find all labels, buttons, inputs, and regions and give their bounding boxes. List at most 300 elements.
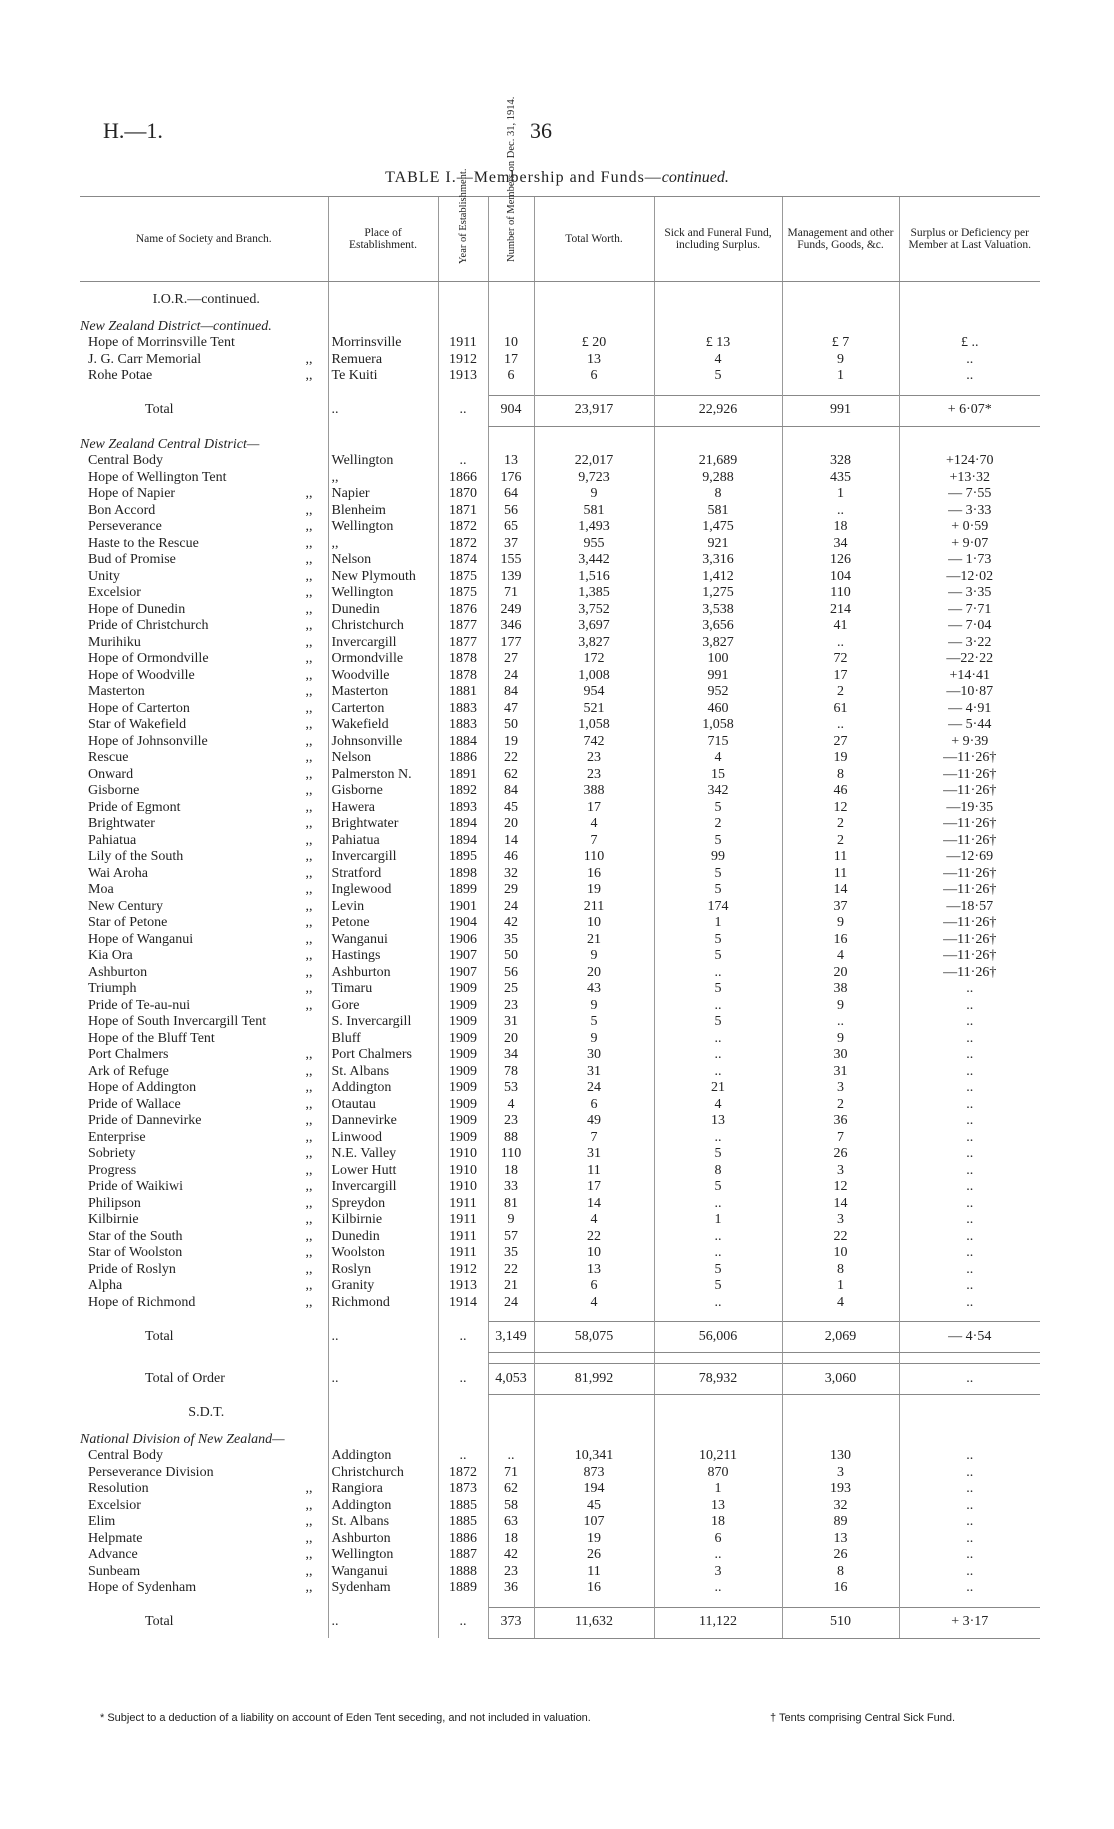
row-place: .. bbox=[328, 1322, 438, 1353]
ditto-mark: ,, bbox=[305, 1261, 313, 1277]
row-sick-fund: 1,475 bbox=[654, 519, 782, 536]
row-surplus: .. bbox=[899, 1047, 1040, 1064]
row-members: 176 bbox=[488, 470, 534, 487]
row-name: Triumph ,, bbox=[88, 981, 313, 996]
row-sick-fund: 1,275 bbox=[654, 585, 782, 602]
row-surplus: .. bbox=[899, 1448, 1040, 1465]
row-management-funds: 89 bbox=[782, 1514, 899, 1531]
row-surplus: .. bbox=[899, 368, 1040, 385]
table-row bbox=[80, 1262, 1040, 1279]
row-members: 47 bbox=[488, 701, 534, 718]
row-sick-fund: 342 bbox=[654, 783, 782, 800]
row-members bbox=[488, 437, 534, 454]
row-members: 9 bbox=[488, 1212, 534, 1229]
row-members: 42 bbox=[488, 915, 534, 932]
row-name: Advance ,, bbox=[88, 1547, 313, 1562]
row-place: Granity bbox=[328, 1278, 438, 1295]
row-year: 1909 bbox=[438, 1113, 488, 1130]
section-heading-row bbox=[80, 1432, 1040, 1449]
row-total-worth: 58,075 bbox=[534, 1322, 654, 1353]
row-sick-fund: £ 13 bbox=[654, 335, 782, 352]
row-name: Hope of Napier ,, bbox=[88, 486, 313, 501]
row-place: S. Invercargill bbox=[328, 1014, 438, 1031]
row-surplus: —11·26† bbox=[899, 948, 1040, 965]
row-year: 1909 bbox=[438, 998, 488, 1015]
row-name: Kia Ora ,, bbox=[88, 948, 313, 963]
row-year: 1875 bbox=[438, 569, 488, 586]
ditto-mark: ,, bbox=[305, 519, 313, 534]
row-surplus: —11·26† bbox=[899, 882, 1040, 899]
row-sick-fund: 3 bbox=[654, 1564, 782, 1581]
row-total-worth: 11,632 bbox=[534, 1607, 654, 1638]
row-year: 1909 bbox=[438, 1047, 488, 1064]
row-members: 64 bbox=[488, 486, 534, 503]
row-sick-fund: 5 bbox=[654, 1146, 782, 1163]
row-name: Brightwater ,, bbox=[88, 816, 313, 831]
row-total-worth: 1,385 bbox=[534, 585, 654, 602]
row-year: 1883 bbox=[438, 717, 488, 734]
ditto-mark: ,, bbox=[305, 1245, 313, 1260]
row-surplus: —11·26† bbox=[899, 767, 1040, 784]
ditto-mark: ,, bbox=[305, 766, 313, 782]
row-place: Wellington bbox=[328, 1547, 438, 1564]
row-place: Blenheim bbox=[328, 503, 438, 520]
row-surplus: — 1·73 bbox=[899, 552, 1040, 569]
row-place: Pahiatua bbox=[328, 833, 438, 850]
row-surplus: .. bbox=[899, 1163, 1040, 1180]
row-surplus bbox=[899, 292, 1040, 309]
row-place bbox=[328, 292, 438, 309]
row-name: Hope of Carterton ,, bbox=[88, 700, 313, 716]
table-row bbox=[80, 1064, 1040, 1081]
col-header-management-funds: Management and other Funds, Goods, &c. bbox=[782, 197, 899, 282]
row-place: Inglewood bbox=[328, 882, 438, 899]
row-total-worth: 10 bbox=[534, 1245, 654, 1262]
row-total-worth: 10 bbox=[534, 915, 654, 932]
table-row bbox=[80, 1564, 1040, 1581]
row-sick-fund: 991 bbox=[654, 668, 782, 685]
row-total-worth: 24 bbox=[534, 1080, 654, 1097]
row-name: Wai Aroha ,, bbox=[88, 865, 313, 881]
row-members: 37 bbox=[488, 536, 534, 553]
row-members: 23 bbox=[488, 1113, 534, 1130]
row-name: Total bbox=[145, 402, 174, 418]
row-management-funds: .. bbox=[782, 1014, 899, 1031]
row-name: Enterprise ,, bbox=[88, 1129, 313, 1145]
ditto-mark: ,, bbox=[305, 981, 313, 996]
table-row bbox=[80, 701, 1040, 718]
row-surplus: .. bbox=[899, 1465, 1040, 1482]
row-sick-fund: 5 bbox=[654, 368, 782, 385]
row-total-worth: 22,017 bbox=[534, 453, 654, 470]
row-sick-fund: 3,827 bbox=[654, 635, 782, 652]
row-members: 4,053 bbox=[488, 1364, 534, 1395]
row-surplus: + 0·59 bbox=[899, 519, 1040, 536]
table-row bbox=[80, 816, 1040, 833]
row-management-funds: 9 bbox=[782, 915, 899, 932]
table-row bbox=[80, 536, 1040, 553]
row-year: 1909 bbox=[438, 1031, 488, 1048]
row-management-funds: .. bbox=[782, 717, 899, 734]
row-surplus: .. bbox=[899, 1547, 1040, 1564]
row-year: 1911 bbox=[438, 1196, 488, 1213]
row-sick-fund: .. bbox=[654, 1196, 782, 1213]
row-year: 1874 bbox=[438, 552, 488, 569]
row-sick-fund: 3,538 bbox=[654, 602, 782, 619]
row-total-worth: 81,992 bbox=[534, 1364, 654, 1395]
row-year: 1875 bbox=[438, 585, 488, 602]
row-total-worth: 22 bbox=[534, 1229, 654, 1246]
row-year: 1907 bbox=[438, 965, 488, 982]
ditto-mark: ,, bbox=[305, 634, 313, 650]
table-row bbox=[80, 1014, 1040, 1031]
ditto-mark: ,, bbox=[305, 486, 313, 501]
row-place: Otautau bbox=[328, 1097, 438, 1114]
row-surplus: +14·41 bbox=[899, 668, 1040, 685]
row-name: Port Chalmers ,, bbox=[88, 1047, 313, 1062]
row-year: 1886 bbox=[438, 750, 488, 767]
row-total-worth: 6 bbox=[534, 368, 654, 385]
ditto-mark: ,, bbox=[305, 1228, 313, 1244]
row-name: Pride of Roslyn ,, bbox=[88, 1261, 313, 1277]
table-row bbox=[80, 635, 1040, 652]
ditto-mark: ,, bbox=[305, 568, 313, 584]
row-members: .. bbox=[488, 1448, 534, 1465]
table-row bbox=[80, 849, 1040, 866]
row-management-funds: 12 bbox=[782, 800, 899, 817]
row-total-worth: 21 bbox=[534, 932, 654, 949]
row-members: 13 bbox=[488, 453, 534, 470]
table-row bbox=[80, 1531, 1040, 1548]
ditto-mark: ,, bbox=[305, 1514, 313, 1529]
row-total-worth: 49 bbox=[534, 1113, 654, 1130]
row-sick-fund: 15 bbox=[654, 767, 782, 784]
row-total-worth: 7 bbox=[534, 1130, 654, 1147]
row-sick-fund bbox=[654, 1405, 782, 1422]
row-name: Haste to the Rescue ,, bbox=[88, 535, 313, 551]
row-name: New Century ,, bbox=[88, 898, 313, 914]
row-name: Hope of Wellington Tent bbox=[88, 469, 227, 485]
table-row bbox=[80, 1580, 1040, 1597]
row-name: Murihiku ,, bbox=[88, 634, 313, 650]
row-members: 4 bbox=[488, 1097, 534, 1114]
row-name: Ark of Refuge ,, bbox=[88, 1063, 313, 1079]
row-year: 1866 bbox=[438, 470, 488, 487]
row-sick-fund: .. bbox=[654, 1064, 782, 1081]
row-year: 1909 bbox=[438, 1080, 488, 1097]
table-row bbox=[80, 1146, 1040, 1163]
row-name: Total bbox=[145, 1614, 174, 1630]
row-year: 1888 bbox=[438, 1564, 488, 1581]
row-sick-fund: .. bbox=[654, 965, 782, 982]
row-name: Rohe Potae ,, bbox=[88, 368, 313, 383]
row-surplus: .. bbox=[899, 352, 1040, 369]
row-sick-fund: 78,932 bbox=[654, 1364, 782, 1395]
row-sick-fund: .. bbox=[654, 1031, 782, 1048]
row-members: 29 bbox=[488, 882, 534, 899]
row-place: Rangiora bbox=[328, 1481, 438, 1498]
row-members: 18 bbox=[488, 1163, 534, 1180]
table-row bbox=[80, 569, 1040, 586]
row-members: 35 bbox=[488, 932, 534, 949]
row-name: Elim ,, bbox=[88, 1514, 313, 1529]
row-members: 22 bbox=[488, 750, 534, 767]
ditto-mark: ,, bbox=[305, 1547, 313, 1562]
row-members bbox=[488, 292, 534, 309]
row-total-worth: 31 bbox=[534, 1064, 654, 1081]
row-place: Port Chalmers bbox=[328, 1047, 438, 1064]
row-members: 62 bbox=[488, 1481, 534, 1498]
row-total-worth: 1,058 bbox=[534, 717, 654, 734]
row-management-funds: 72 bbox=[782, 651, 899, 668]
table-row bbox=[80, 552, 1040, 569]
row-sick-fund: .. bbox=[654, 998, 782, 1015]
row-surplus: .. bbox=[899, 1146, 1040, 1163]
table-row bbox=[80, 767, 1040, 784]
row-place: Sydenham bbox=[328, 1580, 438, 1597]
row-management-funds: 8 bbox=[782, 1262, 899, 1279]
row-sick-fund: 870 bbox=[654, 1465, 782, 1482]
row-year: 1894 bbox=[438, 816, 488, 833]
ditto-mark: ,, bbox=[305, 882, 313, 897]
row-management-funds: 328 bbox=[782, 453, 899, 470]
row-name: Hope of Sydenham ,, bbox=[88, 1580, 313, 1595]
row-total-worth: 9 bbox=[534, 486, 654, 503]
row-name: National Division of New Zealand— bbox=[80, 1431, 285, 1447]
row-management-funds: 30 bbox=[782, 1047, 899, 1064]
page-number: 36 bbox=[530, 118, 552, 143]
row-total-worth bbox=[534, 1405, 654, 1422]
row-year: 1870 bbox=[438, 486, 488, 503]
row-surplus: .. bbox=[899, 1014, 1040, 1031]
row-year: 1913 bbox=[438, 368, 488, 385]
table-row bbox=[80, 915, 1040, 932]
row-year bbox=[438, 319, 488, 336]
row-surplus: .. bbox=[899, 1531, 1040, 1548]
row-management-funds: 2 bbox=[782, 684, 899, 701]
ditto-mark: ,, bbox=[305, 931, 313, 947]
row-members: 88 bbox=[488, 1130, 534, 1147]
row-sick-fund: 6 bbox=[654, 1531, 782, 1548]
row-place: Ashburton bbox=[328, 1531, 438, 1548]
row-year: 1893 bbox=[438, 800, 488, 817]
row-members: 19 bbox=[488, 734, 534, 751]
ditto-mark: ,, bbox=[305, 799, 313, 815]
row-management-funds: 31 bbox=[782, 1064, 899, 1081]
row-total-worth: 19 bbox=[534, 1531, 654, 1548]
row-management-funds: 1 bbox=[782, 486, 899, 503]
row-members: 56 bbox=[488, 965, 534, 982]
row-surplus: — 3·22 bbox=[899, 635, 1040, 652]
row-name: Hope of Richmond ,, bbox=[88, 1294, 313, 1310]
row-total-worth: 9 bbox=[534, 1031, 654, 1048]
row-sick-fund: .. bbox=[654, 1295, 782, 1312]
row-place: Lower Hutt bbox=[328, 1163, 438, 1180]
row-place: Richmond bbox=[328, 1295, 438, 1312]
row-sick-fund: 952 bbox=[654, 684, 782, 701]
row-total-worth: 3,442 bbox=[534, 552, 654, 569]
row-total-worth: 955 bbox=[534, 536, 654, 553]
row-place: Wellington bbox=[328, 453, 438, 470]
row-name: Hope of Johnsonville ,, bbox=[88, 733, 313, 749]
row-members: 58 bbox=[488, 1498, 534, 1515]
row-members: 65 bbox=[488, 519, 534, 536]
row-year: 1881 bbox=[438, 684, 488, 701]
ditto-mark: ,, bbox=[305, 700, 313, 716]
row-management-funds: 20 bbox=[782, 965, 899, 982]
row-year: 1894 bbox=[438, 833, 488, 850]
row-surplus: — 7·04 bbox=[899, 618, 1040, 635]
row-management-funds bbox=[782, 1432, 899, 1449]
row-name: Star of Petone ,, bbox=[88, 915, 313, 930]
row-members: 84 bbox=[488, 684, 534, 701]
row-year: 1872 bbox=[438, 536, 488, 553]
row-surplus: .. bbox=[899, 1113, 1040, 1130]
table-row bbox=[80, 1196, 1040, 1213]
row-members: 373 bbox=[488, 1607, 534, 1638]
row-place: .. bbox=[328, 1607, 438, 1638]
row-surplus: —11·26† bbox=[899, 833, 1040, 850]
row-total-worth: 3,752 bbox=[534, 602, 654, 619]
row-year: 1904 bbox=[438, 915, 488, 932]
row-management-funds: 11 bbox=[782, 849, 899, 866]
row-place: Gisborne bbox=[328, 783, 438, 800]
row-total-worth: 5 bbox=[534, 1014, 654, 1031]
row-members: 24 bbox=[488, 899, 534, 916]
row-place: Palmerston N. bbox=[328, 767, 438, 784]
row-total-worth: 20 bbox=[534, 965, 654, 982]
row-sick-fund: 10,211 bbox=[654, 1448, 782, 1465]
row-place: Dannevirke bbox=[328, 1113, 438, 1130]
row-total-worth: 16 bbox=[534, 866, 654, 883]
row-year: 1911 bbox=[438, 1245, 488, 1262]
row-members bbox=[488, 1432, 534, 1449]
row-surplus: .. bbox=[899, 1498, 1040, 1515]
table-row bbox=[80, 1080, 1040, 1097]
table-row bbox=[80, 1278, 1040, 1295]
row-total-worth: 30 bbox=[534, 1047, 654, 1064]
table-row bbox=[80, 734, 1040, 751]
ditto-mark: ,, bbox=[305, 997, 313, 1013]
row-management-funds: 3,060 bbox=[782, 1364, 899, 1395]
row-surplus: — 3·35 bbox=[899, 585, 1040, 602]
row-name: Hope of Ormondville ,, bbox=[88, 651, 313, 666]
row-sick-fund: 5 bbox=[654, 981, 782, 998]
ditto-mark: ,, bbox=[305, 1195, 313, 1211]
row-total-worth: 4 bbox=[534, 1295, 654, 1312]
row-total-worth: 23,917 bbox=[534, 395, 654, 426]
row-management-funds: 32 bbox=[782, 1498, 899, 1515]
row-name: Sunbeam ,, bbox=[88, 1563, 313, 1579]
row-place: Roslyn bbox=[328, 1262, 438, 1279]
row-place: Petone bbox=[328, 915, 438, 932]
row-year bbox=[438, 437, 488, 454]
row-management-funds: 8 bbox=[782, 767, 899, 784]
row-year: 1906 bbox=[438, 932, 488, 949]
row-members: 50 bbox=[488, 948, 534, 965]
row-place bbox=[328, 1432, 438, 1449]
ditto-mark: ,, bbox=[305, 1063, 313, 1079]
table-row bbox=[80, 1031, 1040, 1048]
table-row bbox=[80, 717, 1040, 734]
table-row bbox=[80, 651, 1040, 668]
table-row bbox=[80, 602, 1040, 619]
row-members: 81 bbox=[488, 1196, 534, 1213]
row-management-funds: 3 bbox=[782, 1163, 899, 1180]
row-total-worth: 31 bbox=[534, 1146, 654, 1163]
table-row bbox=[80, 1229, 1040, 1246]
row-place: Wellington bbox=[328, 519, 438, 536]
row-sick-fund: 5 bbox=[654, 882, 782, 899]
row-management-funds: 9 bbox=[782, 352, 899, 369]
row-management-funds: 17 bbox=[782, 668, 899, 685]
row-sick-fund: 5 bbox=[654, 1179, 782, 1196]
row-name: Perseverance ,, bbox=[88, 519, 313, 534]
ditto-mark: ,, bbox=[305, 717, 313, 732]
row-members: 34 bbox=[488, 1047, 534, 1064]
ditto-mark: ,, bbox=[305, 1129, 313, 1145]
row-members: 31 bbox=[488, 1014, 534, 1031]
row-year: 1873 bbox=[438, 1481, 488, 1498]
row-sick-fund: 21 bbox=[654, 1080, 782, 1097]
row-name: Masterton ,, bbox=[88, 684, 313, 699]
row-place: Nelson bbox=[328, 552, 438, 569]
row-surplus: —11·26† bbox=[899, 816, 1040, 833]
ditto-mark: ,, bbox=[305, 865, 313, 881]
row-place: Stratford bbox=[328, 866, 438, 883]
row-surplus: .. bbox=[899, 1245, 1040, 1262]
row-surplus: .. bbox=[899, 1064, 1040, 1081]
row-surplus: — 3·33 bbox=[899, 503, 1040, 520]
row-management-funds: 8 bbox=[782, 1564, 899, 1581]
row-total-worth: 17 bbox=[534, 800, 654, 817]
row-members: 20 bbox=[488, 1031, 534, 1048]
row-year: 1910 bbox=[438, 1146, 488, 1163]
table-row bbox=[80, 981, 1040, 998]
row-total-worth bbox=[534, 319, 654, 336]
row-surplus: —10·87 bbox=[899, 684, 1040, 701]
row-year bbox=[438, 1405, 488, 1422]
row-year: 1876 bbox=[438, 602, 488, 619]
row-total-worth: 954 bbox=[534, 684, 654, 701]
row-place: Woodville bbox=[328, 668, 438, 685]
row-total-worth bbox=[534, 292, 654, 309]
table-row bbox=[80, 899, 1040, 916]
ditto-mark: ,, bbox=[305, 1497, 313, 1513]
row-surplus: .. bbox=[899, 1278, 1040, 1295]
row-place: Woolston bbox=[328, 1245, 438, 1262]
ditto-mark: ,, bbox=[305, 1047, 313, 1062]
ditto-mark: ,, bbox=[305, 733, 313, 749]
ditto-mark: ,, bbox=[305, 915, 313, 930]
row-name: Hope of Morrinsville Tent bbox=[88, 335, 235, 350]
row-surplus: — 4·91 bbox=[899, 701, 1040, 718]
row-management-funds: .. bbox=[782, 503, 899, 520]
row-sick-fund: 8 bbox=[654, 486, 782, 503]
row-total-worth: 14 bbox=[534, 1196, 654, 1213]
row-sick-fund: 100 bbox=[654, 651, 782, 668]
table-row bbox=[80, 800, 1040, 817]
row-name: Hope of Addington ,, bbox=[88, 1080, 313, 1095]
row-total-worth: 4 bbox=[534, 816, 654, 833]
row-surplus bbox=[899, 1405, 1040, 1422]
ditto-mark: ,, bbox=[305, 535, 313, 551]
row-management-funds: 4 bbox=[782, 948, 899, 965]
row-sick-fund: 21,689 bbox=[654, 453, 782, 470]
row-surplus bbox=[899, 437, 1040, 454]
row-place: Dunedin bbox=[328, 602, 438, 619]
row-management-funds: 1 bbox=[782, 368, 899, 385]
